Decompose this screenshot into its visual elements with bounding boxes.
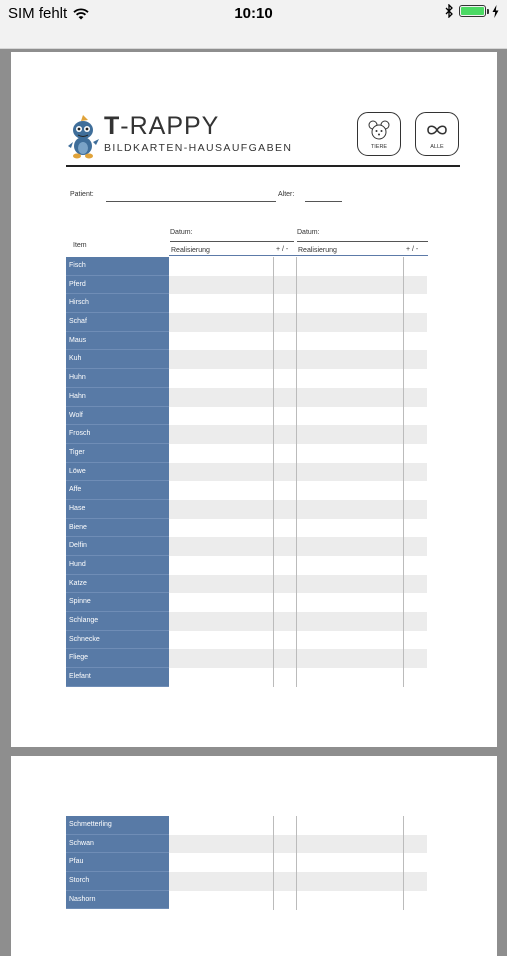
column-plusminus-1-header: + / -	[276, 246, 289, 253]
item-name-cell: Schnecke	[66, 631, 169, 650]
entry-cells[interactable]	[169, 294, 427, 313]
entry-cells[interactable]	[169, 631, 427, 650]
entry-cells[interactable]	[169, 816, 427, 835]
item-name-cell: Kuh	[66, 350, 169, 369]
entry-cells[interactable]	[169, 668, 427, 687]
bluetooth-icon	[445, 4, 453, 18]
battery-icon	[459, 5, 486, 17]
entry-cells[interactable]	[169, 350, 427, 369]
item-name-cell: Affe	[66, 481, 169, 500]
document-header	[66, 112, 459, 162]
item-name-cell: Spinne	[66, 593, 169, 612]
category-tiere-label: TIERE	[370, 144, 388, 150]
patient-label: Patient:	[70, 191, 94, 198]
entry-cells[interactable]	[169, 369, 427, 388]
item-name-cell: Pfau	[66, 853, 169, 872]
item-name-cell: Schmetterling	[66, 816, 169, 835]
item-name-cell: Schlange	[66, 612, 169, 631]
item-name-cell: Hirsch	[66, 294, 169, 313]
column-separator	[273, 257, 274, 687]
item-name-cell: Löwe	[66, 463, 169, 482]
column-item-header: Item	[73, 242, 87, 249]
item-name-cell: Nashorn	[66, 891, 169, 910]
column-separator	[296, 816, 297, 910]
category-tiere-button[interactable]	[357, 112, 401, 156]
entry-cells[interactable]	[169, 612, 427, 631]
entry-cells[interactable]	[169, 332, 427, 351]
patient-field-line[interactable]	[106, 201, 276, 202]
entry-cells[interactable]	[169, 649, 427, 668]
entry-cells[interactable]	[169, 891, 427, 910]
category-alle-button[interactable]	[415, 112, 459, 156]
entry-cells[interactable]	[169, 463, 427, 482]
battery-tip	[487, 9, 489, 14]
document-page-2	[11, 756, 497, 956]
item-name-cell: Elefant	[66, 668, 169, 687]
item-name-cell: Storch	[66, 872, 169, 891]
status-bar	[0, 0, 507, 49]
column-realisierung-1-header: Realisierung	[171, 247, 210, 254]
entry-cells[interactable]	[169, 313, 427, 332]
status-right	[445, 4, 499, 18]
item-name-cell: Frosch	[66, 425, 169, 444]
datum-2-underline	[297, 241, 428, 242]
entry-cells[interactable]	[169, 853, 427, 872]
item-name-cell: Schwan	[66, 835, 169, 854]
brand-title-bold: T	[104, 112, 121, 140]
document-page-1	[11, 52, 497, 747]
column-plusminus-2-header: + / -	[406, 246, 419, 253]
age-label: Alter:	[278, 191, 295, 198]
datum-1-underline	[170, 241, 294, 242]
item-name-cell: Huhn	[66, 369, 169, 388]
battery-fill	[461, 7, 484, 15]
entry-cells[interactable]	[169, 556, 427, 575]
mouse-icon	[366, 117, 392, 143]
table-header-divider	[169, 255, 428, 256]
item-name-cell: Schaf	[66, 313, 169, 332]
item-name-cell: Hahn	[66, 388, 169, 407]
entry-cells[interactable]	[169, 500, 427, 519]
entry-cells[interactable]	[169, 537, 427, 556]
entry-cells[interactable]	[169, 407, 427, 426]
document-viewer[interactable]	[0, 49, 507, 903]
header-divider	[66, 165, 460, 167]
item-name-cell: Wolf	[66, 407, 169, 426]
item-name-cell: Maus	[66, 332, 169, 351]
charging-icon	[492, 5, 499, 18]
entry-cells[interactable]	[169, 835, 427, 854]
entry-cells[interactable]	[169, 257, 427, 276]
item-name-cell: Pferd	[66, 276, 169, 295]
infinity-icon	[424, 117, 450, 143]
item-name-cell: Delfin	[66, 537, 169, 556]
item-name-cell: Hund	[66, 556, 169, 575]
item-name-cell: Tiger	[66, 444, 169, 463]
column-separator	[403, 816, 404, 910]
entry-cells[interactable]	[169, 425, 427, 444]
entry-cells[interactable]	[169, 276, 427, 295]
item-name-cell: Fisch	[66, 257, 169, 276]
column-separator	[403, 257, 404, 687]
entry-cells[interactable]	[169, 519, 427, 538]
entry-cells[interactable]	[169, 444, 427, 463]
item-name-cell: Katze	[66, 575, 169, 594]
entry-cells[interactable]	[169, 481, 427, 500]
item-name-cell: Biene	[66, 519, 169, 538]
item-name-cell: Hase	[66, 500, 169, 519]
mascot-logo-icon	[66, 112, 102, 162]
column-datum-2-header: Datum:	[297, 229, 320, 236]
entry-cells[interactable]	[169, 575, 427, 594]
carrier-text: SIM fehlt	[8, 5, 68, 22]
brand-title-rest: -RAPPY	[120, 112, 220, 140]
column-separator	[273, 816, 274, 910]
category-alle-label: ALLE	[430, 144, 444, 150]
age-field-line[interactable]	[305, 201, 342, 202]
entry-cells[interactable]	[169, 872, 427, 891]
entry-cells[interactable]	[169, 388, 427, 407]
item-name-cell: Fliege	[66, 649, 169, 668]
column-separator	[296, 257, 297, 687]
brand-subtitle: BILDKARTEN-HAUSAUFGABEN	[104, 142, 293, 154]
brand-title	[104, 112, 219, 141]
column-realisierung-2-header: Realisierung	[298, 247, 337, 254]
status-time: 10:10	[234, 5, 273, 22]
entry-cells[interactable]	[169, 593, 427, 612]
column-datum-1-header: Datum:	[170, 229, 193, 236]
